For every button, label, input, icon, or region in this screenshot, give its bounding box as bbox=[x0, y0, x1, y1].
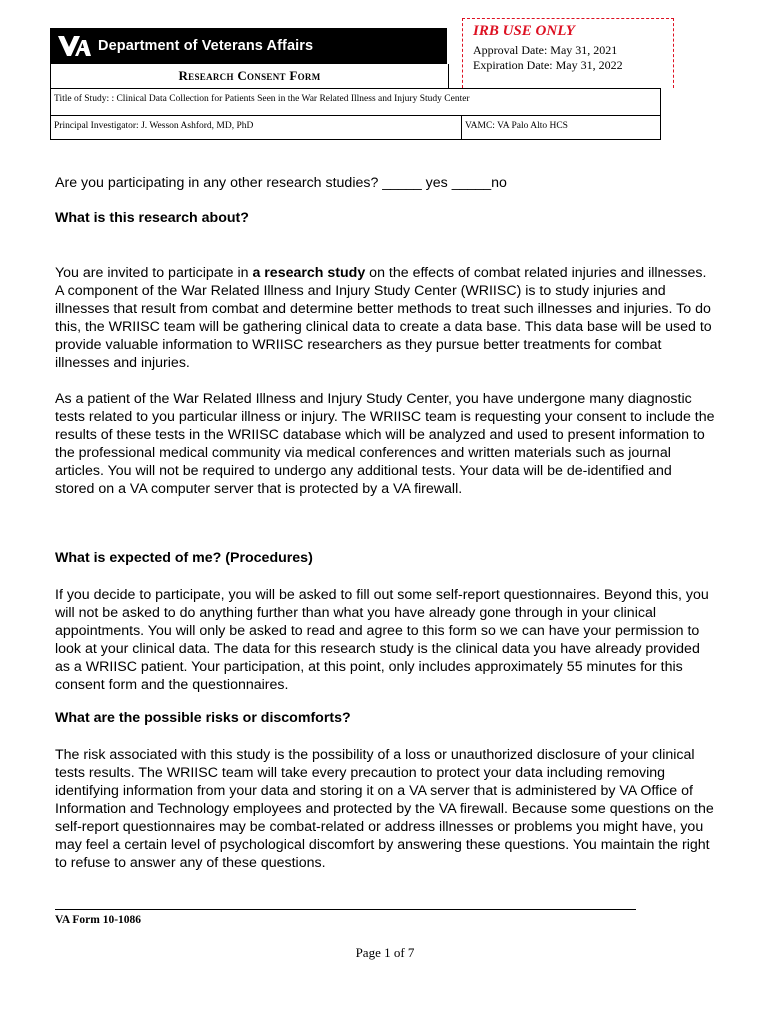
agency-name: Department of Veterans Affairs bbox=[98, 38, 314, 54]
participating-question: Are you participating in any other research studies? _____ yes _____no bbox=[55, 175, 507, 191]
paragraph-about bbox=[55, 264, 715, 372]
heading-procedures: What is expected of me? (Procedures) bbox=[55, 550, 313, 566]
paragraph-patient: As a patient of the War Related Illness and Injury Study Center, you have undergone many diagnostic tests related to you particular illness or injury. The WRIISC team is requesting your consent to include the results of these tests in the WRIISC database which will be analyzed and used to present information to the professional medical community via medical conferences and written materials such as journal articles. You will not be required to undergo any additional tests. Your data will be de-identified and stored on a VA computer server that is protected by a VA firewall. bbox=[55, 391, 715, 497]
heading-risks: What are the possible risks or discomforts? bbox=[55, 710, 351, 726]
footer-divider bbox=[55, 909, 636, 910]
va-header-banner bbox=[50, 28, 447, 64]
irb-expiration-date: Expiration Date: May 31, 2022 bbox=[473, 58, 623, 72]
irb-approval-date: Approval Date: May 31, 2021 bbox=[473, 43, 618, 57]
para1-lead: You are invited to participate in bbox=[55, 265, 253, 281]
heading-about: What is this research about? bbox=[55, 210, 249, 226]
form-number: VA Form 10-1086 bbox=[55, 914, 142, 926]
investigator-row bbox=[50, 115, 661, 140]
form-title: Research Consent Form bbox=[178, 68, 321, 83]
vamc-location: VAMC: VA Palo Alto HCS bbox=[465, 121, 568, 131]
va-seal-icon bbox=[57, 34, 91, 58]
para1-bold: a research study bbox=[252, 265, 366, 281]
paragraph-procedures: If you decide to participate, you will be asked to fill out some self-report questionnaires. Beyond this, you will not be asked to do anything further than what you have already gone through in your clinical appointments. You will only be asked to read and agree to this form so we can have your permission to look at your clinical data. The data for this research study is the clinical data you have already provided as a WRIISC patient. Your participation, at this point, only includes approximately 55 minutes for this consent form and the questionnaires. bbox=[55, 587, 709, 693]
row-divider bbox=[461, 116, 462, 139]
study-title-row bbox=[50, 88, 661, 116]
para1-rest: on the effects of combat related injuries and illnesses. A component of the War Related Illness and Injury Study Center (WRIISC) is to study injuries and illnesses that result from combat and determine better methods to treat such illnesses and injuries. To do this, the WRIISC team will be gathering clinical data to create a data base. This data base will be used to provide valuable information to WRIISC researchers as they pursue better treatments for combat illnesses and injuries. bbox=[55, 265, 712, 371]
irb-stamp bbox=[462, 18, 674, 88]
principal-investigator: Principal Investigator: J. Wesson Ashford, MD, PhD bbox=[54, 121, 254, 131]
form-title-box bbox=[50, 64, 449, 88]
page-number: Page 1 of 7 bbox=[355, 945, 415, 960]
study-title: Title of Study: : Clinical Data Collection for Patients Seen in the War Related Illness and Injury Study Center bbox=[54, 94, 470, 104]
paragraph-risks: The risk associated with this study is the possibility of a loss or unauthorized disclosure of your clinical tests results. The WRIISC team will take every precaution to protect your data including removing identifying information from your data and storing it on a VA server that is administered by VA Office of Information and Technology employees and protected by the VA firewall. Because some questions on the self-report questionnaires may be combat-related or address illnesses or problems you might have, you may feel a certain level of psychological discomfort by answering these questions. You maintain the right to refuse to answer any of these questions. bbox=[55, 747, 714, 871]
irb-title: IRB USE ONLY bbox=[473, 23, 575, 39]
